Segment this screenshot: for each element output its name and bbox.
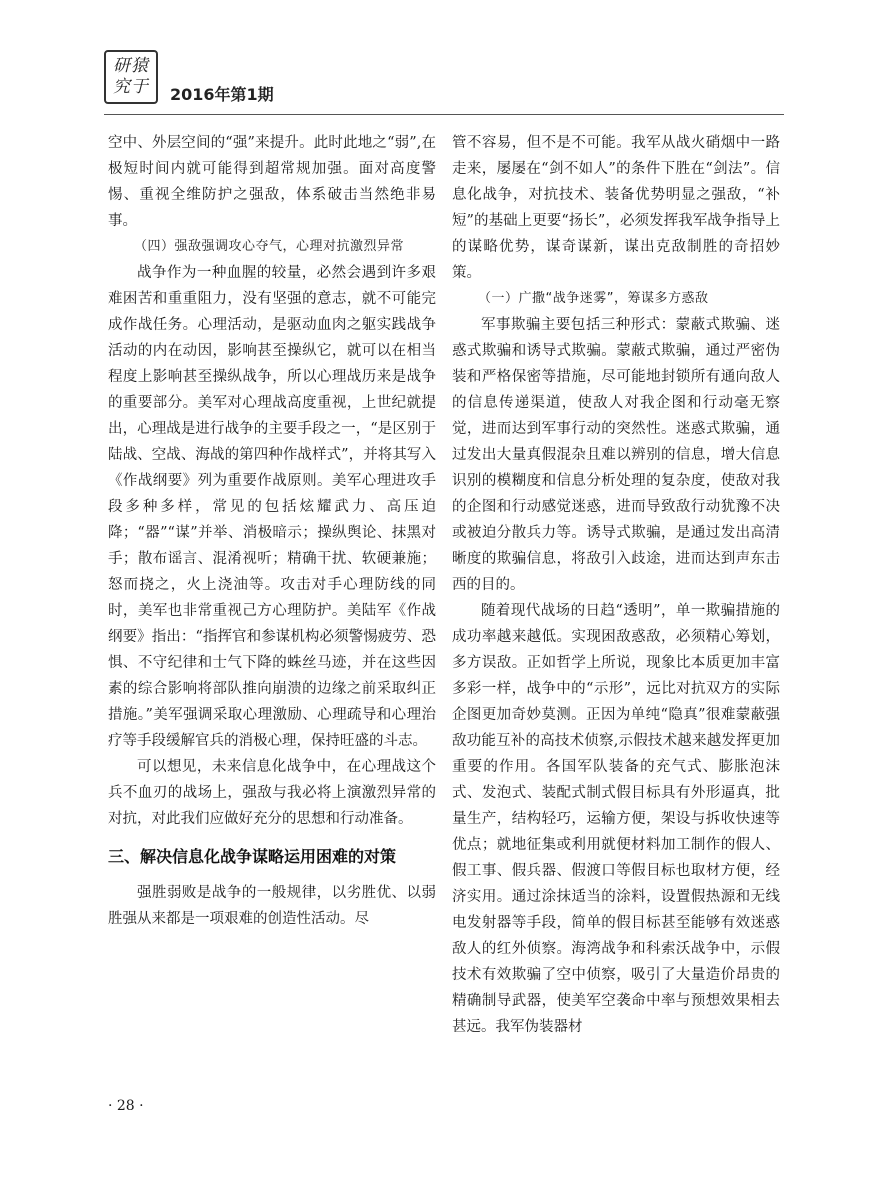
paragraph: 空中、外层空间的“强”来提升。此时此地之“弱”,在极短时间内就可能得到超常规加强。面对高度警惕、重视全维防护之强敌，体系破击当然绝非易事。 xyxy=(108,135,436,229)
header-rule xyxy=(104,114,784,115)
logo-line-2: 究于 xyxy=(113,77,149,97)
issue-label: 2016年第1期 xyxy=(170,85,274,104)
subsection-heading-1: （一）广撒“战争迷雾”，筹谋多方惑敌 xyxy=(478,291,709,306)
journal-logo xyxy=(104,50,158,104)
logo-line-1: 研猿 xyxy=(113,56,149,76)
paragraph: 战争作为一种血腥的较量，必然会遇到许多艰难困苦和重重阻力，没有坚强的意志，就不可能完成作战任务。心理活动，是驱动血肉之躯实践战争活动的内在动因，影响甚至操纵它，就可以在相当程度上影响甚至操纵战争，所以心理战历来是战争的重要部分。美军对心理战高度重视，上世纪就提出，心理战是进行战争的主要手段之一，“是区别于陆战、空战、海战的第四种作战样式”，并将其写入《作战纲要》列为重要作战原则。美军心理进攻手段多种多样，常见的包括炫耀武力、高压迫降；“器”“谋”并举、消极暗示；操纵舆论、抹黑对手；散布谣言、混淆视听；精确干扰、软硬兼施；怒而挠之，火上浇油等。攻击对手心理防线的同时，美军也非常重视己方心理防护。美陆军《作战纲要》指出：“指挥官和参谋机构必须警惕疲劳、恐惧、不守纪律和士气下降的蛛丝马迹，并在这些因素的综合影响将部队推向崩溃的边缘之前采取纠正措施。”美军强调采取心理激励、心理疏导和心理治疗等手段缓解官兵的消极心理，保持旺盛的斗志。 xyxy=(108,265,436,749)
paragraph: 可以想见，未来信息化战争中，在心理战这个兵不血刃的战场上，强敌与我必将上演激烈异常的对抗，对此我们应做好充分的思想和行动准备。 xyxy=(108,759,436,827)
paragraph: 军事欺骗主要包括三种形式：蒙蔽式欺骗、迷惑式欺骗和诱导式欺骗。蒙蔽式欺骗，通过严密伪装和严格保密等措施，尽可能地封锁所有通向敌人的信息传递渠道，使敌人对我企图和行动毫无察觉，进而达到军事行动的突然性。迷惑式欺骗，通过发出大量真假混杂且难以辨别的信息，增大信息识别的模糊度和信息分析处理的复杂度，使敌对我的企图和行动感觉迷惑，进而导致敌行动犹豫不决或被迫分散兵力等。诱导式欺骗，是通过发出高清晰度的欺骗信息，将敌引入歧途，进而达到声东击西的目的。 xyxy=(452,317,780,593)
page-number: · 28 · xyxy=(108,1098,144,1114)
journal-header xyxy=(104,50,784,110)
right-column xyxy=(452,130,780,1040)
left-column xyxy=(108,130,436,932)
subsection-heading-4: （四）强敌强调攻心夺气，心理对抗激烈异常 xyxy=(134,239,405,254)
paragraph: 管不容易，但不是不可能。我军从战火硝烟中一路走来，屡屡在“剑不如人”的条件下胜在“剑法”。信息化战争，对抗技术、装备优势明显之强敌，“补短”的基础上更要“扬长”，必须发挥我军战争指导上的谋略优势，谋奇谋新，谋出克敌制胜的奇招妙策。 xyxy=(452,135,780,281)
paragraph: 随着现代战场的日趋“透明”，单一欺骗措施的成功率越来越低。实现困敌惑敌，必须精心筹划，多方误敌。正如哲学上所说，现象比本质更加丰富多彩一样，战争中的“示形”，远比对抗双方的实际企图更加奇妙莫测。正因为单纯“隐真”很难蒙蔽强敌功能互补的高技术侦察,示假技术越来越发挥更加重要的作用。各国军队装备的充气式、膨胀泡沫式、发泡式、装配式制式假目标具有外形逼真，批量生产，结构轻巧，运输方便，架设与拆收快速等优点；就地征集或利用就便材料加工制作的假人、假工事、假兵器、假渡口等假目标也取材方便，经济实用。通过涂抹适当的涂料，设置假热源和无线电发射器等手段，简单的假目标甚至能够有效迷惑敌人的红外侦察。海湾战争和科索沃战争中，示假技术有效欺骗了空中侦察，吸引了大量造价昂贵的精确制导武器，使美军空袭命中率与预想效果相去甚远。我军伪装器材 xyxy=(452,603,780,1035)
paragraph: 强胜弱败是战争的一般规律，以劣胜优、以弱胜强从来都是一项艰难的创造性活动。尽 xyxy=(108,885,436,927)
section-heading-3: 三、解决信息化战争谋略运用困难的对策 xyxy=(108,847,397,866)
